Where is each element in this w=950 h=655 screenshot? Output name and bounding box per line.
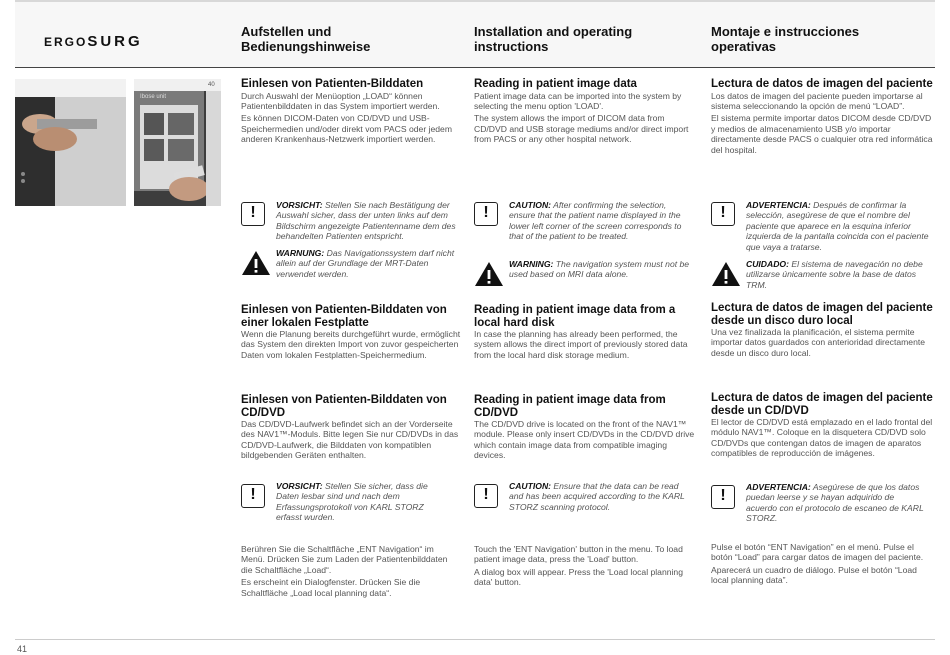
caution-icon: !	[241, 202, 265, 226]
caution-icon: !	[474, 484, 498, 508]
page-number: 41	[17, 644, 28, 654]
photo-usb-insertion-drawing	[15, 79, 126, 206]
paragraph: El lector de CD/DVD está emplazado en el lado frontal del módulo NAV1™. Coloque en la disquetera CD/DVD solo CD/DVDs que contengan datos de imagen de aparatos compatibles de reproducción de imágenes.	[711, 417, 933, 459]
section-title: Einlesen von Patienten-Bilddaten	[241, 78, 424, 90]
warning-text: CUIDADO: El sistema de navegación no debe utilizarse únicamente sobre la base de datos TRM.	[746, 259, 923, 290]
warning-text: WARNING: The navigation system must not be used based on MRI data alone.	[509, 259, 690, 280]
section-cd-dvd-en	[474, 394, 696, 461]
photo-cd-drive-screen	[134, 79, 221, 206]
ergosurg-logo: ERGOSURG	[44, 33, 143, 50]
column-title-de: Aufstellen und Bedienungshinweise	[241, 24, 371, 54]
section-title: Lectura de datos de imagen del paciente	[711, 78, 933, 90]
paragraph: Durch Auswahl der Menüoption „LOAD“ können Patientenbilddaten in das System importiert werden.	[241, 90, 440, 111]
warning-icon	[711, 261, 741, 287]
column-title-en: Installation and operating instructions	[474, 24, 633, 54]
section-cd-dvd-de	[241, 394, 467, 461]
paragraph: Touch the 'ENT Navigation' button in the menu. To load patient image data, press the 'Load' button.	[474, 544, 683, 565]
section-title: Lectura de datos de imagen del paciente desde un disco duro local	[711, 302, 933, 327]
section-title: Einlesen von Patienten-Bilddaten von CD/DVD	[241, 394, 447, 419]
photo-usb-insertion	[15, 79, 126, 206]
caution-icon: !	[711, 202, 735, 226]
section-title: Reading in patient image data from CD/DVD	[474, 394, 666, 419]
section-cd-dvd-es	[711, 392, 935, 459]
caution-text: VORSICHT: Stellen Sie nach Bestätigung der Auswahl sicher, dass der unten links auf dem Bildschirm angezeigte Patientenname dem des behandelten Patienten entspricht.	[276, 200, 456, 242]
caution-text: CAUTION: Ensure that the data can be read and has been acquired according to the KARL STORZ scanning protocol.	[509, 481, 685, 512]
paragraph: Los datos de imagen del paciente pueden importarse al sistema seleccionando la opción de menú “LOAD”.	[711, 90, 923, 111]
section-local-disk-en	[474, 304, 696, 360]
caution-text: VORSICHT: Stellen Sie sicher, dass die Daten lesbar sind und nach dem Erfassungsprotokoll von KARL STORZ erfasst wurden.	[276, 481, 428, 523]
paragraph: Es können DICOM-Daten von CD/DVD und USB-Speichermedien und/oder direkt vom PACS oder jedem anderen Krankenhaus-Netzwerk importiert werden.	[241, 113, 452, 145]
paragraph: Una vez finalizada la planificación, el sistema permite importar datos guardados con anterioridad directamente desde un disco duro local.	[711, 327, 926, 358]
section-title: Reading in patient image data from a local hard disk	[474, 304, 676, 329]
section-title: Einlesen von Patienten-Bilddaten von einer lokalen Festplatte	[241, 304, 447, 329]
section-title: Lectura de datos de imagen del paciente desde un CD/DVD	[711, 392, 933, 417]
section-local-disk-es	[711, 302, 935, 358]
section-reading-de	[241, 78, 467, 145]
section-reading-en	[474, 78, 696, 145]
paragraph: Das CD/DVD-Laufwerk befindet sich an der Vorderseite des NAV1™-Moduls. Bitte legen Sie nur CD/DVDs in das CD/DVD-Laufwerk, die Bilddaten von kompatiblen bildgebenden Geräten enthalten.	[241, 419, 459, 461]
caution-text: ADVERTENCIA: Asegúrese de que los datos puedan leerse y se hayan adquirido de acuerdo con el protocolo de escaneo de KARL STORZ.	[746, 482, 924, 524]
paragraph: Aparecerá un cuadro de diálogo. Pulse el botón “Load local planning data”.	[711, 564, 917, 586]
section-reading-es	[711, 78, 935, 155]
paragraph: Es erscheint ein Dialogfenster. Drücken Sie die Schaltfläche „Load local planning data“.	[241, 577, 421, 598]
paragraph: Patient image data can be imported into the system by selecting the menu option 'LOAD'.	[474, 90, 682, 111]
paragraph: Berühren Sie die Schaltfläche „ENT Navigation“ im Menü. Drücken Sie zum Laden der Patientenbilddaten die Schaltfläche „Load“.	[241, 544, 448, 575]
paragraph: El sistema permite importar datos DICOM desde CD/DVD y medios de almacenamiento USB y/o importar directamente desde PACS o cualquier otra red informática del hospital.	[711, 113, 933, 155]
section-instructions-en	[474, 544, 696, 588]
caution-icon: !	[474, 202, 498, 226]
paragraph: The CD/DVD drive is located on the front of the NAV1™ module. Please only insert CD/DVDs in the CD/DVD drive which contain image data from compatible imaging devices.	[474, 419, 695, 461]
column-title-es: Montaje e instrucciones operativas	[711, 24, 860, 54]
paragraph: Wenn die Planung bereits durchgeführt wurde, ermöglicht das System den direkten Import von zuvor gespeicherten Daten vom lokalen Festplatten-Speichermedium.	[241, 329, 461, 360]
warning-text: WARNUNG: Das Navigationssystem darf nicht allein auf der Grundlage der MRT-Daten verwendet werden.	[276, 248, 455, 279]
section-instructions-es	[711, 542, 935, 586]
caution-text: CAUTION: After confirming the selection, ensure that the patient name displayed in the lower left corner of the screen corresponds to that of the patient to be treated.	[509, 200, 682, 242]
warning-icon	[474, 261, 504, 287]
paragraph: In case the planning has already been performed, the system allows the direct import of previously stored data from the local hard disk storage medium.	[474, 329, 688, 360]
header-top-line	[15, 0, 935, 2]
warning-icon	[241, 250, 271, 276]
device-label: 40	[208, 82, 215, 88]
caution-icon: !	[711, 485, 735, 509]
screen-label: Ibose unit	[140, 94, 167, 100]
caution-icon: !	[241, 484, 265, 508]
footer-line	[15, 639, 935, 640]
section-local-disk-de	[241, 304, 467, 360]
section-title: Reading in patient image data	[474, 78, 637, 90]
paragraph: The system allows the import of DICOM data from CD/DVD and USB storage mediums and/or direct import from PACS or any other hospital network.	[474, 113, 689, 145]
paragraph: A dialog box will appear. Press the 'Load local planning data' button.	[474, 566, 683, 588]
section-instructions-de	[241, 544, 453, 598]
paragraph: Pulse el botón “ENT Navigation” en el menú. Pulse el botón “Load” para cargar datos de imagen del paciente.	[711, 542, 924, 563]
caution-text: ADVERTENCIA: Después de confirmar la selección, asegúrese de que el nombre del paciente que aparece en la esquina inferior izquierda de la pantalla coincida con el paciente que vaya a tratarse.	[746, 200, 929, 252]
